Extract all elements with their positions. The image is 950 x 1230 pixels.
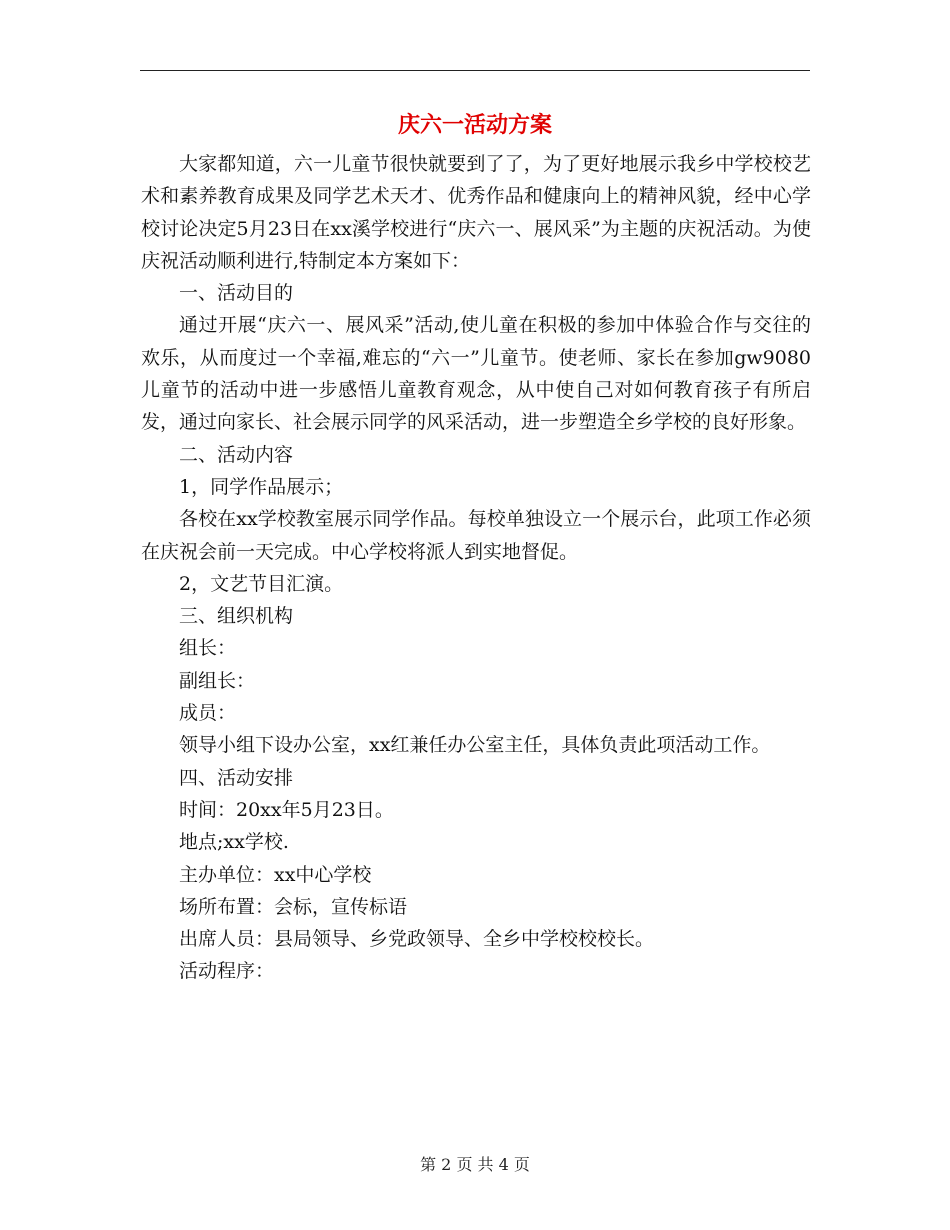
paragraph: 一、活动目的 xyxy=(179,282,294,305)
paragraph: 通过开展“庆六一、展风采”活动,使儿童在积极的参加中体验合作与交往的欢乐，从而度过一个幸福,难忘的“六一”儿童节。使老师、家长在参加gw9080儿童节的活动中进一步感悟儿童教育观念，从中使自己对如何教育孩子有所启发，通过向家长、社会展示同学的风采活动，进一步塑造全乡学校的良好形象。 xyxy=(141,314,811,434)
paragraph: 各校在xx学校教室展示同学作品。每校单独设立一个展示台，此项工作必须在庆祝会前一天完成。中心学校将派人到实地督促。 xyxy=(141,508,811,563)
paragraph: 主办单位：xx中心学校 xyxy=(179,863,372,886)
paragraph: 成员： xyxy=(179,702,237,725)
paragraph: 领导小组下设办公室，xx红兼任办公室主任，具体负责此项活动工作。 xyxy=(179,734,771,757)
page-footer: 第 2 页 共 4 页 xyxy=(420,1155,530,1174)
paragraph: 2，文艺节目汇演。 xyxy=(179,572,344,595)
paragraph: 地点;xx学校. xyxy=(179,831,289,854)
header-rule xyxy=(140,70,810,71)
paragraph: 三、组织机构 xyxy=(179,605,294,628)
paragraph: 场所布置：会标，宣传标语 xyxy=(179,895,408,918)
document-title: 庆六一活动方案 xyxy=(397,112,552,138)
paragraph: 大家都知道，六一儿童节很快就要到了了，为了更好地展示我乡中学校校艺术和素养教育成果及同学艺术天才、优秀作品和健康向上的精神风貌，经中心学校讨论决定5月23日在xx溪学校进行“庆六一、展风采”为主题的庆祝活动。为使庆祝活动顺利进行,特制定本方案如下： xyxy=(141,153,811,272)
paragraph: 副组长： xyxy=(179,669,256,692)
paragraph: 出席人员：县局领导、乡党政领导、全乡中学校校校长。 xyxy=(179,928,655,951)
paragraph: 1，同学作品展示； xyxy=(179,475,344,498)
paragraph: 组长： xyxy=(179,637,237,660)
paragraph: 四、活动安排 xyxy=(179,766,294,789)
paragraph: 活动程序： xyxy=(179,960,275,983)
document-body xyxy=(141,148,811,988)
paragraph: 二、活动内容 xyxy=(179,443,294,466)
paragraph: 时间：20xx年5月23日。 xyxy=(179,798,394,821)
